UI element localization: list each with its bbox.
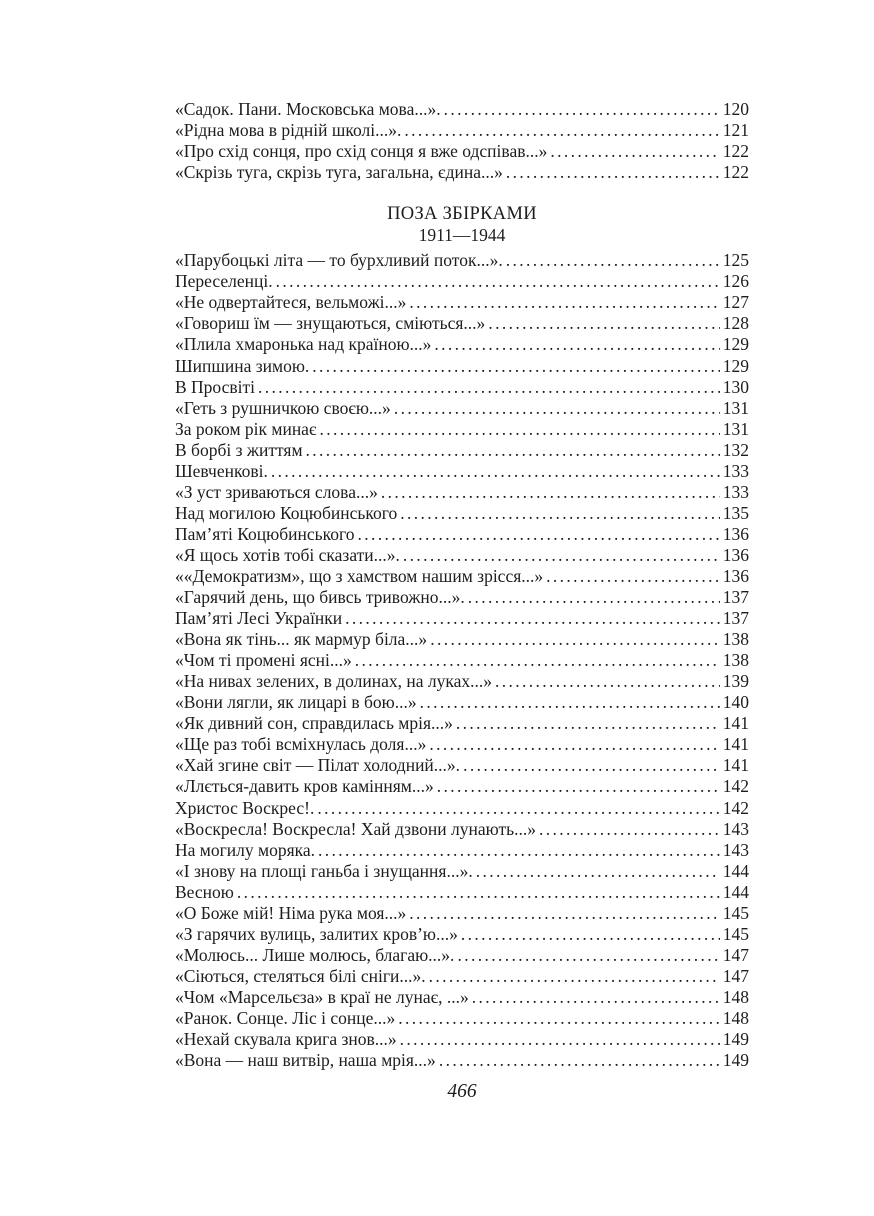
toc-entry-title: На могилу моряка.	[175, 839, 316, 860]
toc-entry-title: «З уст зриваються слова...»	[175, 481, 378, 502]
toc-section	[175, 99, 749, 183]
dot-leader	[441, 99, 720, 120]
toc-entry	[175, 861, 749, 882]
toc-entry-title: «Геть з рушничкою своєю...»	[175, 397, 391, 418]
toc-entry-title: Пам’яті Коцюбинського	[175, 523, 355, 544]
toc-entry-title: За роком рік минає	[175, 418, 317, 439]
toc-entry-page: 120	[722, 99, 749, 119]
toc-entry-title: Над могилою Коцюбинського	[175, 502, 398, 523]
toc-entry-title: «О Боже мій! Німа рука моя...»	[175, 902, 407, 923]
toc-entry	[175, 482, 749, 503]
toc-entry-title: Весною	[175, 881, 234, 902]
toc-entry-title: «І знову на площі ганьба і знущання...».	[175, 860, 473, 881]
toc-entry-page: 126	[722, 271, 749, 292]
toc-entry	[175, 120, 749, 141]
toc-entry-page: 135	[722, 502, 749, 523]
toc-entry-title: «Парубоцькі літа — то бурхливий поток...».	[175, 250, 503, 271]
toc-entry-title: «Як дивний сон, справдилась мрія...»	[175, 713, 453, 734]
toc-entry-page: 137	[722, 608, 749, 629]
toc-entry-title: «Вона як тінь... як мармур біла...»	[175, 629, 428, 650]
toc-entry-title: «Я щось хотів тобі сказати...».	[175, 544, 400, 565]
toc-entry-page: 143	[722, 839, 749, 860]
toc-entry	[175, 440, 749, 461]
toc-entry-title: «Сіються, стеляться білі сніги...».	[175, 965, 426, 986]
toc-entry-page: 136	[722, 544, 749, 565]
dot-leader	[426, 966, 720, 987]
toc-entry-page: 136	[722, 565, 749, 586]
dot-leader	[255, 377, 720, 398]
toc-entry-title: «Ллється-давить кров камінням...»	[175, 776, 434, 797]
toc-entry-title: «Про схід сонця, про схід сонця я вже одспівав...»	[175, 141, 548, 162]
dot-leader	[426, 734, 719, 755]
toc-entry-page: 133	[722, 481, 749, 502]
toc-entry-title: ««Демократизм», що з хамством нашим зрісся...»	[175, 565, 544, 586]
dot-leader	[406, 903, 719, 924]
dot-leader	[503, 250, 720, 271]
toc-entry-title: Христос Воскрес!.	[175, 797, 315, 818]
dot-leader	[536, 819, 720, 840]
dot-leader	[547, 141, 719, 162]
toc-entry-title: «Молюсь... Лише молюсь, благаю...».	[175, 944, 455, 965]
toc-entry-page: 129	[722, 334, 749, 355]
toc-entry-page: 129	[722, 355, 749, 376]
toc-entry	[175, 650, 749, 671]
toc-entry-title: «Чом ті промені ясні...»	[175, 650, 352, 671]
toc-entry-page: 131	[722, 397, 749, 418]
toc-entry-title: Переселенці.	[175, 271, 273, 292]
section-subheading: 1911—1944	[418, 225, 506, 246]
toc-entry-title: «На нивах зелених, в долинах, на луках...»	[175, 671, 493, 692]
dot-leader	[460, 755, 720, 776]
toc-entry-title: «Нехай скувала крига знов...»	[175, 1029, 397, 1050]
dot-leader	[378, 482, 720, 503]
page-number: 466	[447, 1081, 477, 1102]
dot-leader	[485, 313, 719, 334]
dot-leader	[406, 292, 719, 313]
toc-entry-page: 145	[722, 923, 749, 944]
toc-entry-page: 143	[722, 818, 749, 839]
toc-entry-title: «Садок. Пани. Московська мова...».	[175, 99, 441, 119]
toc-entry	[175, 1050, 749, 1071]
toc-entry-page: 141	[722, 734, 749, 755]
toc-entry-page: 122	[722, 141, 749, 162]
toc-entry	[175, 292, 749, 313]
dot-leader	[503, 162, 720, 183]
dot-leader	[434, 776, 720, 797]
toc-entry	[175, 398, 749, 419]
toc-entry-title: Шевченкові.	[175, 460, 268, 481]
toc-entry	[175, 671, 749, 692]
toc-entry	[175, 461, 749, 482]
toc-entry-title: В Просвіті	[175, 376, 256, 397]
toc-entry	[175, 629, 749, 650]
toc-entry-page: 140	[722, 692, 749, 713]
toc-entry	[175, 377, 749, 398]
dot-leader	[401, 120, 719, 141]
dot-leader	[436, 1050, 720, 1071]
toc-entry	[175, 1029, 749, 1050]
toc-entry-page: 138	[722, 650, 749, 671]
toc-entry-page: 142	[722, 797, 749, 818]
toc-entry-page: 141	[722, 713, 749, 734]
toc-entry	[175, 99, 749, 120]
toc-entry	[175, 587, 749, 608]
toc-entry	[175, 250, 749, 271]
toc-entry-title: «Ще раз тобі всміхнулась доля...»	[175, 734, 427, 755]
dot-leader	[342, 608, 720, 629]
dot-leader	[427, 629, 720, 650]
toc-entry-page: 144	[722, 860, 749, 881]
toc-entry-title: «Не одвертайтеся, вельможі...»	[175, 292, 407, 313]
dot-leader	[454, 945, 719, 966]
dot-leader	[473, 861, 720, 882]
dot-leader	[397, 1029, 720, 1050]
dot-leader	[354, 524, 719, 545]
toc-entry	[175, 692, 749, 713]
toc-entry-page: 130	[722, 376, 749, 397]
toc-entry	[175, 945, 749, 966]
dot-leader	[492, 671, 720, 692]
dot-leader	[400, 545, 720, 566]
toc-entry-page: 128	[722, 313, 749, 334]
toc-entry-page: 141	[722, 755, 749, 776]
toc-entry-title: «Хай згине світ — Пілат холодний...».	[175, 755, 461, 776]
dot-leader	[309, 356, 719, 377]
toc-entry-title: Пам’яті Лесі Українки	[175, 608, 343, 629]
toc-entry	[175, 776, 749, 797]
toc-entry-title: В борбі з життям	[175, 439, 303, 460]
toc-entry	[175, 419, 749, 440]
toc-entry-page: 145	[722, 902, 749, 923]
toc-entry	[175, 713, 749, 734]
toc-entry-page: 137	[722, 587, 749, 608]
toc-entry-page: 121	[722, 120, 749, 141]
toc-entry	[175, 1008, 749, 1029]
dot-leader	[453, 713, 720, 734]
toc-entry-page: 147	[722, 965, 749, 986]
toc-entry-page: 125	[722, 250, 749, 271]
toc-entry-page: 127	[722, 292, 749, 313]
toc-entry-title: «Вони лягли, як лицарі в бою...»	[175, 692, 417, 713]
toc-entry-page: 122	[722, 162, 749, 183]
dot-leader	[273, 271, 720, 292]
toc-entry	[175, 924, 749, 945]
dot-leader	[316, 419, 719, 440]
toc-entry-title: «З гарячих вулиць, залитих кров’ю...»	[175, 923, 458, 944]
dot-leader	[234, 882, 720, 903]
dot-leader	[465, 587, 720, 608]
toc-entry-page: 147	[722, 944, 749, 965]
section-heading: ПОЗА ЗБІРКАМИ	[387, 204, 537, 225]
toc-entry-page: 138	[722, 629, 749, 650]
toc-entry-page: 149	[722, 1050, 749, 1071]
dot-leader	[391, 398, 720, 419]
dot-leader	[314, 798, 719, 819]
toc-entry	[175, 840, 749, 861]
toc-entry	[175, 334, 749, 355]
dot-leader	[303, 440, 720, 461]
toc-entry-page: 132	[722, 439, 749, 460]
toc-entry	[175, 798, 749, 819]
toc-entry	[175, 566, 749, 587]
toc-entry-title: «Плила хмаронька над країною...»	[175, 334, 432, 355]
dot-leader	[352, 650, 720, 671]
dot-leader	[268, 461, 720, 482]
toc-entry	[175, 987, 749, 1008]
toc-entry	[175, 313, 749, 334]
dot-leader	[458, 924, 720, 945]
toc-entry	[175, 524, 749, 545]
toc-entry-title: «Воскресла! Воскресла! Хай дзвони лунають...»	[175, 818, 536, 839]
dot-leader	[417, 692, 720, 713]
toc-entry-page: 148	[722, 986, 749, 1007]
toc-section	[175, 204, 749, 1071]
toc-entry-page: 148	[722, 1007, 749, 1028]
toc-entry-page: 131	[722, 418, 749, 439]
toc-entry-title: «Ранок. Сонце. Ліс і сонце...»	[175, 1007, 396, 1028]
toc-entry	[175, 162, 749, 183]
toc-entry	[175, 503, 749, 524]
toc-entry-title: «Гарячий день, що бивсь тривожно...».	[175, 587, 465, 608]
toc-entry	[175, 882, 749, 903]
toc-entry-page: 133	[722, 460, 749, 481]
toc-entry	[175, 545, 749, 566]
toc-entry	[175, 608, 749, 629]
toc-entry	[175, 141, 749, 162]
toc-entry-title: «Вона — наш витвір, наша мрія...»	[175, 1050, 436, 1071]
toc-entry	[175, 755, 749, 776]
toc-entry	[175, 903, 749, 924]
toc-entry	[175, 819, 749, 840]
toc-entry-page: 139	[722, 671, 749, 692]
toc-entry-page: 149	[722, 1029, 749, 1050]
toc-entry-title: «Скрізь туга, скрізь туга, загальна, єдина...»	[175, 162, 503, 183]
toc-entry-page: 142	[722, 776, 749, 797]
toc-entry-title: «Чом «Марсельєза» в краї не лунає, ...»	[175, 986, 469, 1007]
toc-entry	[175, 966, 749, 987]
dot-leader	[395, 1008, 719, 1029]
dot-leader	[397, 503, 720, 524]
dot-leader	[543, 566, 720, 587]
toc-entry-title: Шипшина зимою.	[175, 355, 310, 376]
toc-entry-page: 136	[722, 523, 749, 544]
toc-entry-page: 144	[722, 881, 749, 902]
dot-leader	[431, 334, 719, 355]
dot-leader	[469, 987, 720, 1008]
toc-entry-title: «Рідна мова в рідній школі...».	[175, 120, 402, 141]
toc-entry	[175, 734, 749, 755]
dot-leader	[315, 840, 720, 861]
toc-entry-title: «Говориш їм — знущаються, сміються...»	[175, 313, 486, 334]
toc-entry	[175, 271, 749, 292]
toc-entry	[175, 356, 749, 377]
table-of-contents	[175, 99, 749, 1071]
